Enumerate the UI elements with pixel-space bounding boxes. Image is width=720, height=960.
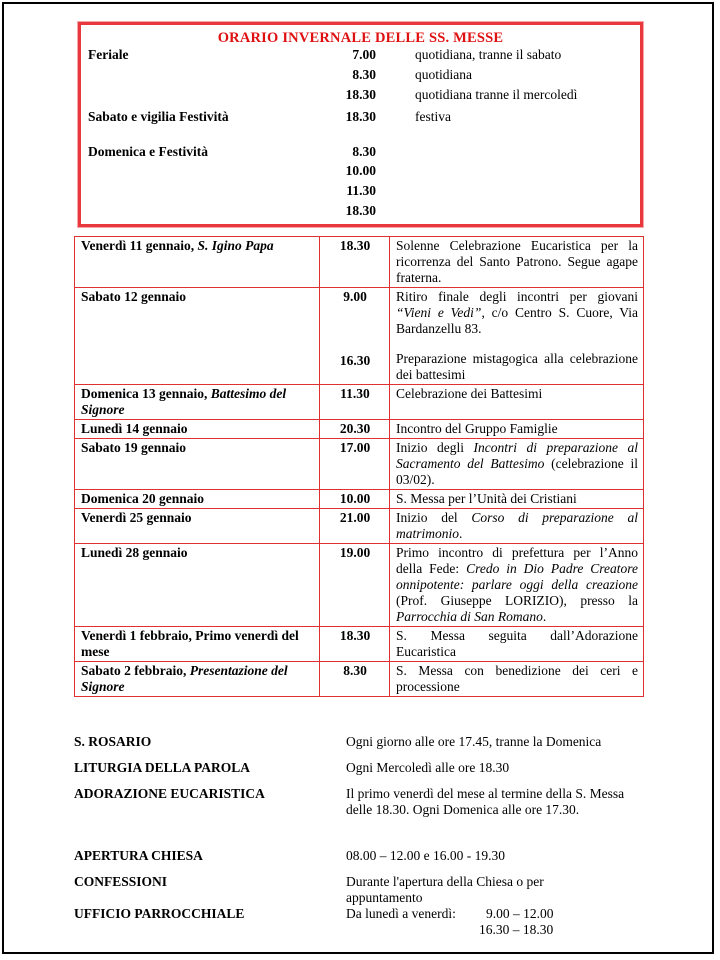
event-time: 18.30	[320, 627, 390, 662]
domenica-time: 11.30	[346, 183, 376, 198]
feriale-time: 18.30	[345, 87, 376, 102]
info-value	[346, 906, 646, 937]
event-time: 21.00	[320, 509, 390, 544]
event-date: Lunedì 14 gennaio	[75, 420, 320, 439]
domenica-label: Domenica e Festività	[88, 144, 208, 159]
ufficio-hours-afternoon: 16.30 – 18.30	[479, 922, 554, 937]
domenica-time: 18.30	[345, 203, 376, 218]
feriale-note: quotidiana tranne il mercoledì	[415, 87, 578, 102]
event-time: 9.00 16.30	[320, 288, 390, 385]
sabato-label: Sabato e vigilia Festività	[88, 109, 229, 124]
table-row	[75, 509, 644, 544]
event-description: S. Messa con benedizione dei ceri e processione	[390, 662, 644, 697]
info-value: Ogni Mercoledì alle ore 18.30	[346, 760, 510, 775]
info-value: Ogni giorno alle ore 17.45, tranne la Domenica	[346, 734, 602, 749]
domenica-time: 8.30	[352, 144, 376, 159]
event-time: 18.30	[320, 237, 390, 288]
event-description: Solenne Celebrazione Eucaristica per la ricorrenza del Santo Patrono. Segue agape fraterna.	[390, 237, 644, 288]
sabato-time: 18.30	[345, 109, 376, 124]
event-description: Incontro del Gruppo Famiglie	[390, 420, 644, 439]
info-value: Durante l'apertura della Chiesa o per appuntamento	[346, 874, 544, 905]
event-date: Lunedì 28 gennaio	[75, 544, 320, 627]
event-date: Venerdì 1 febbraio, Primo venerdì del mese	[75, 627, 320, 662]
events-table	[74, 236, 644, 697]
info-label: APERTURA CHIESA	[74, 848, 203, 863]
table-row	[75, 288, 644, 385]
table-row	[75, 237, 644, 288]
table-row	[75, 544, 644, 627]
event-description: S. Messa per l’Unità dei Cristiani	[390, 490, 644, 509]
info-label: UFFICIO PARROCCHIALE	[74, 906, 245, 921]
table-row	[75, 490, 644, 509]
event-date: Domenica 13 gennaio, Battesimo del Signore	[75, 385, 320, 420]
info-value: Il primo venerdì del mese al termine della S. Messa delle 18.30. Ogni Domenica alle ore 17.30.	[346, 786, 625, 817]
feriale-label: Feriale	[88, 47, 129, 62]
feriale-time: 8.30	[352, 67, 376, 82]
info-label: ADORAZIONE EUCARISTICA	[74, 786, 265, 801]
event-description: Celebrazione dei Battesimi	[390, 385, 644, 420]
event-time: 8.30	[320, 662, 390, 697]
schedule-title: ORARIO INVERNALE DELLE SS. MESSE	[217, 30, 504, 46]
info-label: LITURGIA DELLA PAROLA	[74, 760, 251, 775]
mass-schedule-box	[78, 22, 643, 227]
event-date: Venerdì 25 gennaio	[75, 509, 320, 544]
event-time: 10.00	[320, 490, 390, 509]
domenica-time: 10.00	[345, 163, 376, 178]
event-description: Primo incontro di prefettura per l’Anno della Fede: Credo in Dio Padre Creatore onnipotente: parlare oggi della creazione (Prof. Giuseppe LORIZIO), presso la Parrocchia di San Romano.	[390, 544, 644, 627]
table-row	[75, 439, 644, 490]
event-date: Sabato 2 febbraio, Presentazione del Signore	[75, 662, 320, 697]
event-date: Sabato 19 gennaio	[75, 439, 320, 490]
event-description: Ritiro finale degli incontri per giovani “Vieni e Vedi”, c/o Centro S. Cuore, Via Bardanzellu 83. Preparazione mistagogica alla celebrazione dei battesimi	[390, 288, 644, 385]
feriale-note: quotidiana, tranne il sabato	[415, 47, 562, 62]
event-description: Inizio degli Incontri di preparazione al Sacramento del Battesimo (celebrazione il 03/02).	[390, 439, 644, 490]
event-time: 17.00	[320, 439, 390, 490]
event-date: Venerdì 11 gennaio, S. Igino Papa	[75, 237, 320, 288]
event-description: Inizio del Corso di preparazione al matrimonio.	[390, 509, 644, 544]
event-date: Sabato 12 gennaio	[75, 288, 320, 385]
info-label: CONFESSIONI	[74, 874, 168, 889]
ufficio-days: Da lunedì a venerdì:	[346, 906, 456, 921]
info-label: S. ROSARIO	[74, 734, 152, 749]
info-value: 08.00 – 12.00 e 16.00 - 19.30	[346, 848, 505, 863]
event-time: 11.30	[320, 385, 390, 420]
ufficio-hours-morning: 9.00 – 12.00	[486, 906, 554, 921]
event-date: Domenica 20 gennaio	[75, 490, 320, 509]
feriale-time: 7.00	[352, 47, 376, 62]
feriale-note: quotidiana	[415, 67, 472, 82]
table-row	[75, 627, 644, 662]
event-time: 20.30	[320, 420, 390, 439]
event-time: 19.00	[320, 544, 390, 627]
table-row	[75, 420, 644, 439]
sabato-note: festiva	[415, 109, 451, 124]
table-row	[75, 385, 644, 420]
table-row	[75, 662, 644, 697]
event-description: S. Messa seguita dall’Adorazione Eucaristica	[390, 627, 644, 662]
